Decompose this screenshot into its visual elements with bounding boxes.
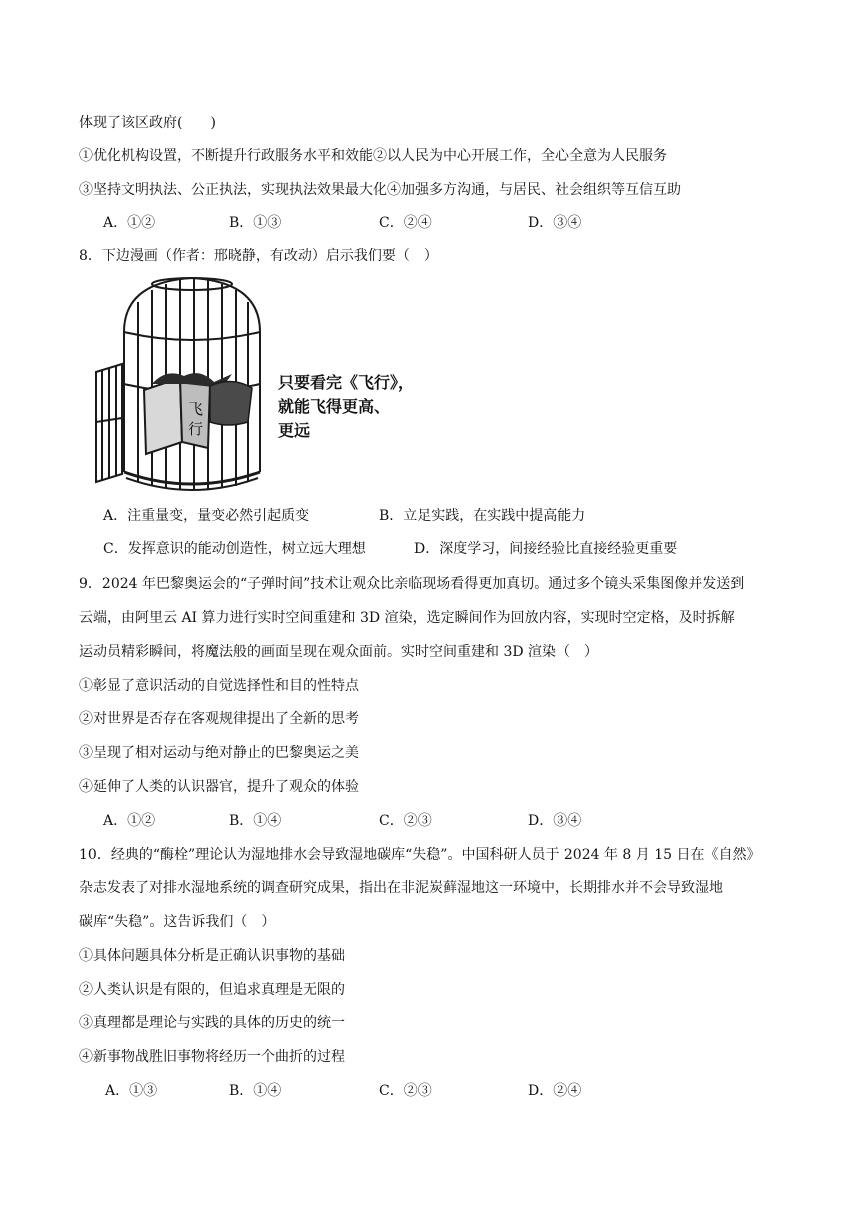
q9-item-1: ①彰显了意识活动的自觉选择性和目的性特点 (79, 678, 359, 694)
q10-option-d: D．②④ (528, 1083, 582, 1099)
book-title-bottom: 行 (188, 420, 204, 438)
q8-stem: 8．下边漫画（作者：邢晓静，有改动）启示我们要（ ） (79, 248, 438, 264)
q7-option-d: D．③④ (528, 215, 582, 231)
speech-line-1: 只要看完《飞行》， (278, 373, 415, 392)
q10-option-b: B．①④ (229, 1083, 282, 1099)
book-title-top: 飞 (188, 400, 204, 418)
q9-option-b: B．①④ (229, 813, 282, 829)
q7-option-c: C．②④ (379, 215, 432, 231)
q9-item-4: ④延伸了人类的认识器官，提升了观众的体验 (79, 779, 359, 795)
q7-item-3-4: ③坚持文明执法、公正执法，实现执法效果最大化④加强多方沟通，与居民、社会组织等互信互助 (79, 182, 681, 198)
q10-stem-line-2: 杂志发表了对排水湿地系统的调查研究成果，指出在非泥炭藓湿地这一环境中，长期排水并不会导致湿地 (79, 880, 723, 896)
q9-option-d: D．③④ (528, 813, 582, 829)
q10-item-1: ①具体问题具体分析是正确认识事物的基础 (79, 948, 345, 964)
q7-stem: 体现了该区政府( ) (79, 115, 216, 131)
q8-option-b: B．立足实践，在实践中提高能力 (379, 508, 586, 524)
q9-option-c: C．②③ (379, 813, 432, 829)
q8-option-c: C．发挥意识的能动创造性，树立远大理想 (103, 541, 366, 557)
q9-stem-line-1: 9．2024 年巴黎奥运会的“子弹时间”技术让观众比亲临现场看得更加真切。通过多个镜头采集图像并发送到 (79, 576, 745, 592)
q9-stem-line-2: 云端，由阿里云 AI 算力进行实时空间重建和 3D 渲染，选定瞬间作为回放内容，实现时空定格，及时拆解 (79, 610, 735, 626)
q10-item-3: ③真理都是理论与实践的具体的历史的统一 (79, 1015, 345, 1031)
q7-item-1-2: ①优化机构设置，不断提升行政服务水平和效能②以人民为中心开展工作，全心全意为人民服务 (79, 148, 667, 164)
q10-option-c: C．②③ (379, 1083, 432, 1099)
birdcage-cartoon (82, 272, 422, 500)
q9-item-3: ③呈现了相对运动与绝对静止的巴黎奥运之美 (79, 745, 359, 761)
q9-stem-line-3: 运动员精彩瞬间，将魔法般的画面呈现在观众面前。实时空间重建和 3D 渲染（ ） (79, 644, 599, 660)
birdcage-illustration (82, 272, 422, 500)
q7-option-b: B．①③ (229, 215, 282, 231)
q8-option-d: D．深度学习，间接经验比直接经验更重要 (414, 541, 678, 557)
speech-line-2: 就能飞得更高、 (278, 397, 391, 416)
q10-option-a: A．①③ (105, 1083, 158, 1099)
q9-item-2: ②对世界是否存在客观规律提出了全新的思考 (79, 711, 359, 727)
q10-item-2: ②人类认识是有限的，但追求真理是无限的 (79, 982, 345, 998)
q7-option-a: A．①② (103, 215, 156, 231)
q10-stem-line-1: 10．经典的“酶栓”理论认为湿地排水会导致湿地碳库“失稳”。中国科研人员于 2024 年 8 月 15 日在《自然》 (79, 847, 761, 863)
speech-line-3: 更远 (278, 421, 311, 440)
q10-stem-line-3: 碳库“失稳”。这告诉我们（ ） (79, 914, 276, 930)
q8-option-a: A．注重量变，量变必然引起质变 (103, 508, 310, 524)
q9-option-a: A．①② (103, 813, 156, 829)
q10-item-4: ④新事物战胜旧事物将经历一个曲折的过程 (79, 1049, 345, 1065)
